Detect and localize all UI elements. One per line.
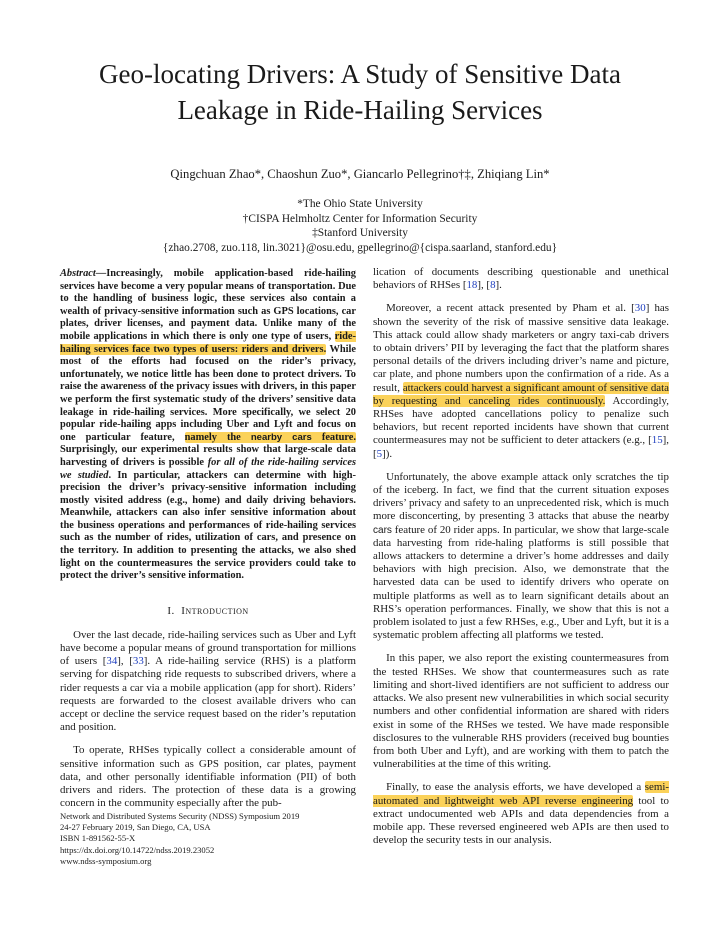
intro-paragraph-1: Over the last decade, ride-hailing services such as Uber and Lyft have become a popular means of ground transportation for millions of users [34], [33]. A ride-hailing service (RHS) is a platform serving for dispatching ride requests to subscribed drivers, where a rider requests a car via a mobile application (app for short). Riders’ requests are forwarded to the closest available drivers who can accept or decline the service request based on the rider’s reputation and position.: [60, 628, 356, 734]
affiliation-ohio-state: *The Ohio State University: [297, 198, 423, 210]
nearby-cars-term: nearby cars: [373, 511, 669, 536]
paper-title: Geo-locating Drivers: A Study of Sensitive Data Leakage in Ride-Hailing Services: [99, 59, 621, 125]
citation-15[interactable]: 15: [651, 434, 663, 447]
author-list: Qingchuan Zhao*, Chaoshun Zuo*, Giancarlo Pellegrino†‡, Zhiqiang Lin*: [170, 167, 550, 181]
abstract: Abstract—Increasingly, mobile application-based ride-hailing services have become a very popular means of transportation. Due to the handling of business logic, these services also contain a wealth of privacy-sensitive information such as GPS locations, car plates, driver licenses, and payment data. Unlike many of the mobile applications in which there is only one type of users, ride-hailing services face two types of users: riders and drivers. While most of the efforts had focused on the rider’s privacy, unfortunately, we notice little has been done to protect drivers. To raise the awareness of the privacy issues with drivers, in this paper we perform the first systematic study of the drivers’ sensitive data leakage in ride-hailing services. More specifically, we select 20 popular ride-hailing apps including Uber and Lyft and focus on one particular feature, namely the nearby cars feature. Surprisingly, our experimental results show that large-scale data harvesting of drivers is possible for all of the ride-hailing services we studied. In particular, attackers can determine with high-precision the driver’s privacy-sensitive information including mostly visited address (e.g., home) and daily driving behaviors. Meanwhile, attackers can also infer sensitive information about the business operations and performances of ride-hailing services such as the number of rides, utilization of cars, and presence on the territory. In addition to presenting the attacks, we also shed light on the countermeasures the service providers could take to protect the driver’s sensitive information.: [60, 268, 356, 582]
affiliations: [60, 197, 660, 255]
affiliation-emails: {zhao.2708, zuo.118, lin.3021}@osu.edu, gpellegrino@{cispa.saarland, stanford.edu}: [162, 241, 558, 254]
highlight-nearby-cars-feature[interactable]: namely the nearby cars feature.: [184, 431, 356, 443]
highlight-attackers-harvest[interactable]: attackers could harvest a significant amount of sensitive data by requesting and canceling rides continuously.: [373, 381, 669, 407]
citation-5[interactable]: 5: [376, 447, 383, 460]
footer-dates: 24-27 February 2019, San Diego, CA, USA: [60, 822, 211, 833]
intro-paragraph-6: Finally, to ease the analysis efforts, we have developed a semi-automated and lightweight web API reverse engineering tool to extract undocumented web APIs and data dependencies from a mobile app. These reversed engineered web APIs are then used to develop the security tests in our analysis.: [373, 781, 669, 847]
publication-footer: [60, 811, 356, 867]
affiliation-cispa: †CISPA Helmholtz Center for Information Security: [242, 212, 478, 225]
citation-33[interactable]: 33: [132, 655, 144, 668]
intro-paragraph-continued: lication of documents describing questionable and unethical behaviors of RHSes [18], [8].: [373, 266, 669, 292]
citation-30[interactable]: 30: [634, 302, 646, 315]
intro-paragraph-3: Moreover, a recent attack presented by Pham et al. [30] has shown the severity of the risk of massive sensitive data leakage. This attack could allow shady marketers or angry taxi-cab drivers to obtain drivers’ PII by leveraging the fact that the platform shares personal details of the drivers including driver’s name and picture, car plate, and phone numbers upon the confirmation of a ride. As a result, attackers could harvest a significant amount of sensitive data by requesting and canceling rides continuously. Accordingly, RHSes have adopted cancellations policy to penalize such behaviors, but recent reported incidents have shown that current countermeasures may not be sufficient to deter attackers (e.g., [15], [5]).: [373, 302, 670, 460]
highlight-two-user-types[interactable]: ride-hailing services face two types of users: riders and drivers.: [60, 330, 356, 355]
section-heading-introduction: I. Introduction: [167, 604, 249, 617]
left-column: [60, 268, 356, 820]
highlight-api-reverse-engineering[interactable]: semi-automated and lightweight web API reverse engineering: [373, 781, 669, 807]
footer-website-link[interactable]: www.ndss-symposium.org: [60, 855, 152, 866]
footer-venue: Network and Distributed Systems Security (NDSS) Symposium 2019: [60, 811, 300, 821]
footer-doi-link[interactable]: https://dx.doi.org/10.14722/ndss.2019.23052: [60, 844, 215, 855]
citation-18[interactable]: 18: [466, 279, 478, 292]
abstract-label: Abstract: [60, 268, 96, 279]
intro-paragraph-5: In this paper, we also report the existing countermeasures from the tested RHSes. We show that countermeasures such as rate limiting and short-lived identifiers are not sufficient to address our attacks. We also present new vulnerabilities in which social security numbers and other confidential information are shared with riders exist in some of the RHSes we tested. We have made responsible disclosures to the vulnerable RHS providers (received bug bounties from both Uber and Lyft), and are working with them to patch the vulnerabilities at the time of this writing.: [373, 652, 669, 771]
right-column: [373, 266, 669, 857]
intro-paragraph-4: Unfortunately, the above example attack only scratches the tip of the iceberg. In fact, we find that the current situation exposes drivers’ privacy and safety to an unprecedented risk, which is much more disconcerting, by presenting 3 attacks that abuse the nearby cars feature of 20 rider apps. In particular, we show that large-scale data harvesting from ride-haling platforms is still possible that allows attackers to determine a driver’s home addresses and daily behaviors with high precision. Also, we demonstrate that the harvested data can be used to identify drivers who operate on multiple platforms as well as to learn significant details about an RHS’s operation performances. Finally, we show that this is not a problem isolated to just a few RHSes, e.g., Uber and Lyft, but it is a systematic problem affecting all platforms we tested.: [373, 470, 669, 642]
footer-isbn: ISBN 1-891562-55-X: [60, 833, 136, 844]
citation-8[interactable]: 8: [490, 279, 496, 292]
intro-paragraph-2: To operate, RHSes typically collect a considerable amount of sensitive information such as GPS position, car plates, payment data, and other personally identifiable information (PII) of both drivers and riders. The protection of these data is a growing concern in the community especially after the pub-: [60, 744, 356, 810]
affiliation-stanford: ‡Stanford University: [312, 227, 408, 239]
citation-34[interactable]: 34: [106, 655, 118, 668]
